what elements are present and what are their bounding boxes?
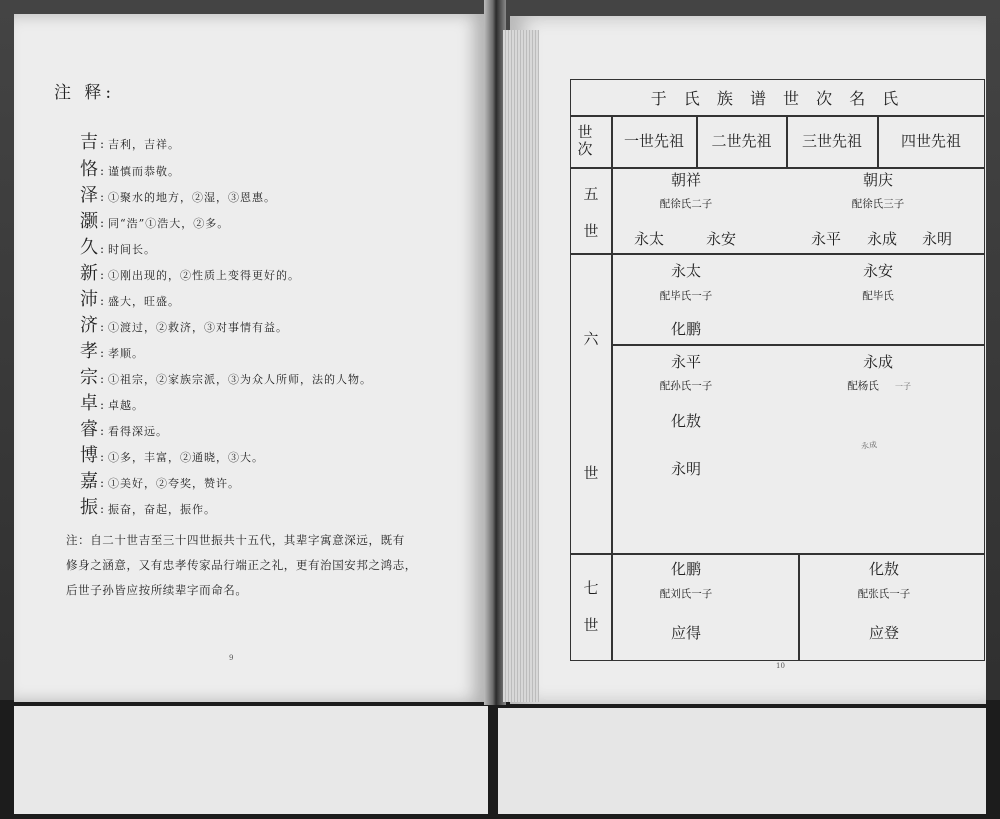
- note-char: 睿: [80, 419, 98, 440]
- underlying-page-right: [498, 708, 986, 814]
- person-name: 永成: [862, 353, 893, 371]
- spouse-note: 配杨氏: [847, 380, 879, 392]
- note-item: 泽 : ①聚水的地方，②湿，③恩惠。: [80, 181, 276, 207]
- note-char: 恪: [80, 159, 98, 180]
- note-def: 卓越。: [108, 399, 145, 412]
- child-name: 永明: [921, 230, 952, 248]
- note-item: 嘉 : ①美好，②夸奖，赞许。: [80, 467, 240, 493]
- note-item: 灏 : 同“浩”①浩大，②多。: [80, 207, 229, 233]
- footnote-line: 注：自二十世吉至三十四世振共十五代，其辈字寓意深远，既有: [66, 533, 405, 547]
- note-item: 振 : 振奋，奋起，振作。: [80, 493, 216, 519]
- header-col: 一世先祖: [623, 132, 684, 150]
- footnote-line: 后世子孙皆应按所续辈字而命名。: [66, 583, 248, 597]
- genealogy-table: [570, 79, 985, 661]
- note-def: 孝顺。: [108, 347, 145, 360]
- table-rule: [611, 344, 984, 346]
- person-name: 朝祥: [670, 171, 701, 189]
- person-name: 永平: [670, 353, 701, 371]
- child-name: 永平: [810, 230, 841, 248]
- note-char: 博: [80, 445, 98, 466]
- note-def: ①多，丰富，②通晓，③大。: [108, 451, 265, 464]
- note-item: 恪 : 谨慎而恭敬。: [80, 155, 180, 181]
- footnote: [66, 528, 444, 603]
- note-item: 济 : ①渡过，②救济，③对事情有益。: [80, 311, 288, 337]
- note-def: ①刚出现的，②性质上变得更好的。: [108, 269, 301, 282]
- spouse-note: 配徐氏二子: [659, 198, 713, 210]
- person-name: 化鹏: [670, 560, 701, 578]
- spouse-note: 配张氏一子: [857, 588, 911, 600]
- person-name: 永安: [862, 262, 893, 280]
- note-char: 久: [80, 237, 98, 258]
- note-item: 吉 : 吉利，吉祥。: [80, 128, 180, 154]
- note-item: 孝 : 孝顺。: [80, 337, 144, 363]
- child-name: 永成: [866, 230, 897, 248]
- note-char: 新: [80, 263, 98, 284]
- spouse-note: 配毕氏一子: [659, 290, 713, 302]
- page-stack-edge: [503, 30, 539, 702]
- note-def: 振奋，奋起，振作。: [108, 503, 217, 516]
- note-item: 卓 : 卓越。: [80, 389, 144, 415]
- spouse-note: 配毕氏: [862, 290, 894, 302]
- note-item: 久 : 时间长。: [80, 233, 156, 259]
- table-rule: [571, 553, 984, 555]
- table-rule: [571, 253, 984, 255]
- spouse-note: 配刘氏一子: [659, 588, 713, 600]
- page-number-right: 10: [776, 662, 785, 670]
- note-char: 嘉: [80, 471, 98, 492]
- note-char: 宗: [80, 367, 98, 388]
- note-def: 吉利，吉祥。: [108, 138, 181, 151]
- note-char: 振: [80, 497, 98, 518]
- gen-label: 六: [583, 330, 599, 348]
- note-def: 时间长。: [108, 243, 157, 256]
- note-item: 宗 : ①祖宗，②家族宗派，③为众人所师，法的人物。: [80, 363, 372, 389]
- page-number-left: 9: [229, 654, 234, 662]
- note-char: 灏: [80, 211, 98, 232]
- note-def: ①渡过，②救济，③对事情有益。: [108, 321, 289, 334]
- note-char: 吉: [80, 132, 98, 153]
- handwritten-note: 一子: [895, 382, 911, 391]
- table-title: 于 氏 族 谱 世 次 名 氏: [650, 89, 905, 108]
- note-def: 谨慎而恭敬。: [108, 165, 181, 178]
- table-rule: [611, 115, 613, 660]
- header-col: 三世先祖: [801, 132, 862, 150]
- note-def: ①祖宗，②家族宗派，③为众人所师，法的人物。: [108, 373, 373, 386]
- note-char: 泽: [80, 185, 98, 206]
- spouse-note: 配徐氏三子: [851, 198, 905, 210]
- note-char: 孝: [80, 341, 98, 362]
- note-item: 沛 : 盛大，旺盛。: [80, 285, 180, 311]
- table-rule: [798, 553, 800, 660]
- gen-label: 七: [583, 579, 599, 597]
- child-name: 永太: [633, 230, 664, 248]
- gen-label: 世: [583, 616, 599, 634]
- note-char: 济: [80, 315, 98, 336]
- note-def: 看得深远。: [108, 425, 169, 438]
- note-item: 睿 : 看得深远。: [80, 415, 168, 441]
- child-name: 化敖: [670, 412, 701, 430]
- child-name: 应登: [868, 624, 899, 642]
- note-item: 博 : ①多，丰富，②通晓，③大。: [80, 441, 264, 467]
- person-name: 永太: [670, 262, 701, 280]
- footnote-line: 修身之涵意，又有忠孝传家品行端正之礼，更有治国安邦之鸿志，: [66, 558, 417, 572]
- note-def: 同“浩”①浩大，②多。: [108, 217, 230, 230]
- note-def: ①聚水的地方，②湿，③恩惠。: [108, 191, 277, 204]
- note-char: 沛: [80, 289, 98, 310]
- note-def: ①美好，②夸奖，赞许。: [108, 477, 241, 490]
- gen-label: 世: [583, 464, 599, 482]
- underlying-page-left: [14, 706, 488, 814]
- note-def: 盛大，旺盛。: [108, 295, 181, 308]
- gen-label: 五: [583, 185, 599, 203]
- person-name: 化敖: [868, 560, 899, 578]
- spouse-note: 配孙氏一子: [659, 380, 713, 392]
- table-rule: [571, 115, 984, 117]
- gen-label: 世: [583, 222, 599, 240]
- header-col: 二世先祖: [711, 132, 772, 150]
- child-name: 永明: [670, 460, 701, 478]
- header-col: 四世先祖: [900, 132, 961, 150]
- child-name: 永安: [705, 230, 736, 248]
- child-name: 应得: [670, 624, 701, 642]
- header-gen-label: 世次: [577, 123, 593, 158]
- note-item: 新 : ①刚出现的，②性质上变得更好的。: [80, 259, 300, 285]
- notes-title: 注 释:: [54, 83, 116, 103]
- handwritten-note: 永成: [860, 440, 878, 451]
- person-name: 朝庆: [862, 171, 893, 189]
- child-name: 化鹏: [670, 320, 701, 338]
- note-char: 卓: [80, 393, 98, 414]
